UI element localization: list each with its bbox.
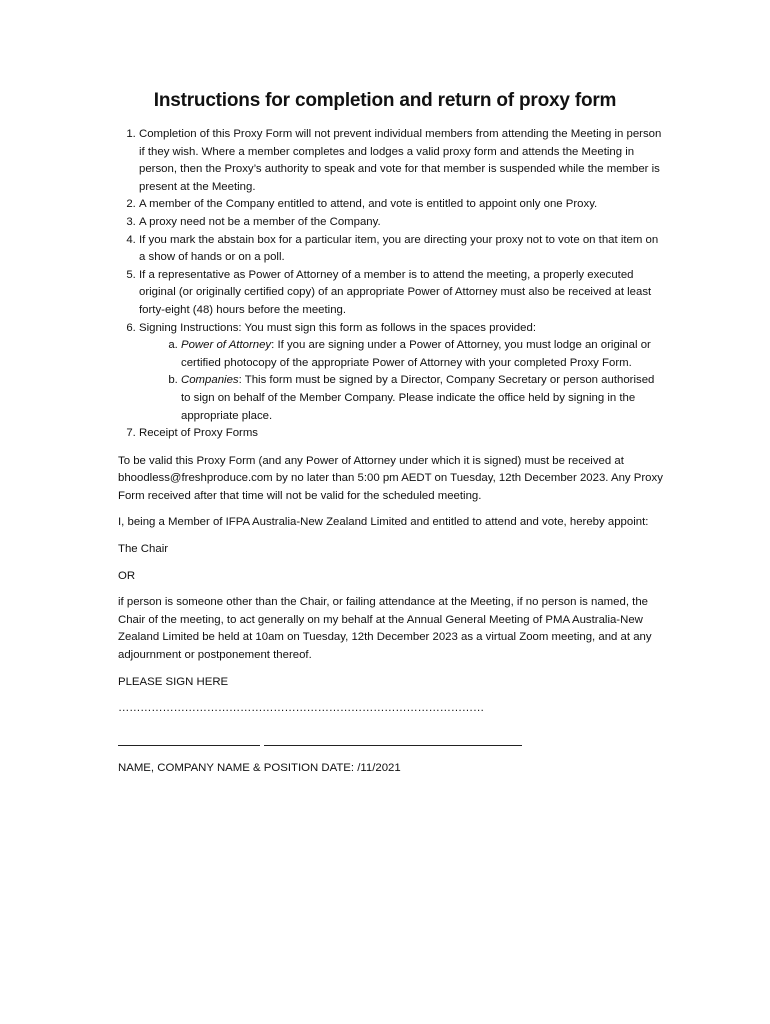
list-item-text: Signing Instructions: You must sign this form as follows in the spaces provided: (139, 321, 536, 334)
document-body (118, 126, 663, 777)
signing-sub-list (139, 337, 663, 425)
list-item-signing (139, 320, 663, 426)
list-item: 1. Completion of this Proxy Form will not prevent individual members from attending the Meeting in person if they wish. Where a member completes and lodges a valid proxy form and attends the Meeting in person, then the Proxy’s authority to speak and vote for that member is suspended while the member is present at the Meeting. (139, 126, 663, 196)
name-company-position-label: NAME, COMPANY NAME & POSITION DATE: /11/2021 (118, 761, 401, 774)
list-item: 2. A member of the Company entitled to attend, and vote is entitled to appoint only one Proxy. (139, 196, 663, 214)
person-clause-paragraph: if person is someone other than the Chair, or failing attendance at the Meeting, if no person is named, the Chair of the meeting, to act generally on my behalf at the Annual General Meeting of PMA Australia-New Zealand Limited be held at 10am on Tuesday, 12th December 2023 as a virtual Zoom meeting, and at any adjournment or postponement thereof. (118, 596, 652, 662)
sub-list-item (181, 337, 663, 372)
list-item: 4. If you mark the abstain box for a particular item, you are directing your proxy not to vote on that item on a show of hands or on a poll. (139, 232, 663, 267)
sub-list-item (181, 372, 663, 425)
sub-item-text: : If you are signing under a Power of Attorney, you must lodge an original or certified photocopy of the appropriate Power of Attorney with your completed Proxy Form. (181, 339, 651, 369)
appoint-paragraph: I, being a Member of IFPA Australia-New Zealand Limited and entitled to attend and vote, hereby appoint: (118, 516, 649, 529)
instructions-list (118, 126, 663, 443)
signature-lines (118, 732, 663, 746)
position-underline[interactable] (264, 745, 522, 746)
sub-item-label: Power of Attorney (181, 339, 272, 352)
list-item: 3. A proxy need not be a member of the Company. (139, 214, 663, 232)
validity-paragraph: To be valid this Proxy Form (and any Power of Attorney under which it is signed) must be received at bhoodless@freshproduce.com by no later than 5:00 pm AEDT on Tuesday, 12th December 2023. Any Proxy Form received after that time will not be valid for the scheduled meeting. (118, 454, 663, 502)
page-title: Instructions for completion and return of proxy form (153, 90, 617, 111)
list-item: 7. Receipt of Proxy Forms (139, 425, 663, 443)
or-text: OR (118, 569, 136, 582)
chair-text: The Chair (118, 543, 169, 556)
sign-here-label: PLEASE SIGN HERE (118, 675, 229, 688)
signature-dotted-line[interactable]: ……………………………………………………………………………………… (118, 702, 484, 715)
list-item: 5. If a representative as Power of Attorney of a member is to attend the meeting, a properly executed original (or originally certified copy) of an appropriate Power of Attorney must also be received at least forty-eight (48) hours before the meeting. (139, 267, 663, 320)
name-underline[interactable] (118, 745, 260, 746)
sub-item-label: Companies (181, 374, 239, 387)
sub-item-text: : This form must be signed by a Director, Company Secretary or person authorised to sign on behalf of the Member Company. Please indicate the office held by signing in the appropriate place. (181, 374, 655, 422)
